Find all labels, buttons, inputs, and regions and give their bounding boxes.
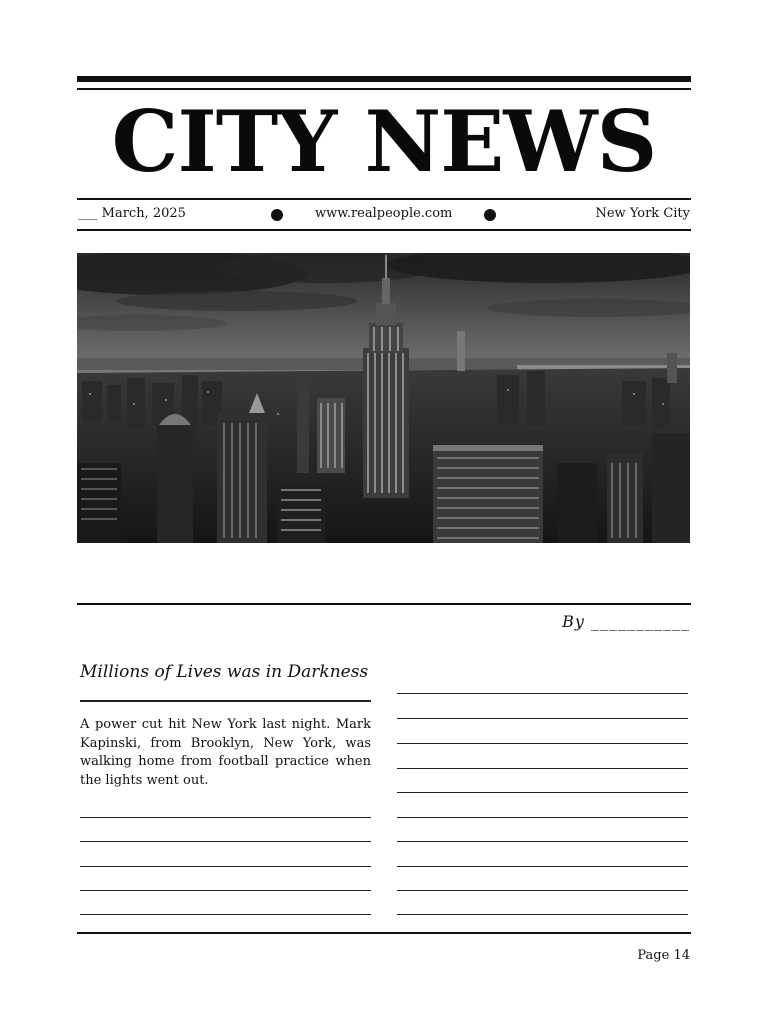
separator-dot-right xyxy=(484,209,496,221)
top-rule-thick xyxy=(77,76,691,82)
right-writing-line xyxy=(397,792,688,793)
left-writing-line xyxy=(80,817,371,818)
website-text: www.realpeople.com xyxy=(315,206,453,221)
section-rule xyxy=(77,603,691,605)
right-writing-line xyxy=(397,841,688,842)
right-writing-line xyxy=(397,718,688,719)
left-writing-line xyxy=(80,890,371,891)
right-writing-line xyxy=(397,817,688,818)
right-writing-line xyxy=(397,768,688,769)
issue-date: ___ March, 2025 xyxy=(78,206,186,221)
right-writing-line xyxy=(397,743,688,744)
headline-underline xyxy=(80,700,371,702)
page-number: Page 14 xyxy=(637,948,690,963)
right-writing-line xyxy=(397,693,688,694)
left-writing-line xyxy=(80,914,371,915)
separator-dot-left xyxy=(271,209,283,221)
masthead-title: CITY NEWS xyxy=(111,92,657,191)
info-rule-top xyxy=(77,198,691,200)
right-writing-line xyxy=(397,890,688,891)
byline: By ___________ xyxy=(562,612,690,631)
location-text: New York City xyxy=(595,206,690,221)
right-writing-line xyxy=(397,914,688,915)
info-rule-bottom xyxy=(77,229,691,231)
right-writing-line xyxy=(397,866,688,867)
left-writing-line xyxy=(80,866,371,867)
left-writing-line xyxy=(80,841,371,842)
article-body: A power cut hit New York last night. Mark Kapinski, from Brooklyn, New York, was walking home from football practice when the lights went out. xyxy=(80,717,371,788)
bottom-rule xyxy=(77,932,691,934)
article-headline: Millions of Lives was in Darkness xyxy=(80,662,369,682)
top-rule-thin xyxy=(77,88,691,90)
city-skyline-photo xyxy=(77,253,690,543)
